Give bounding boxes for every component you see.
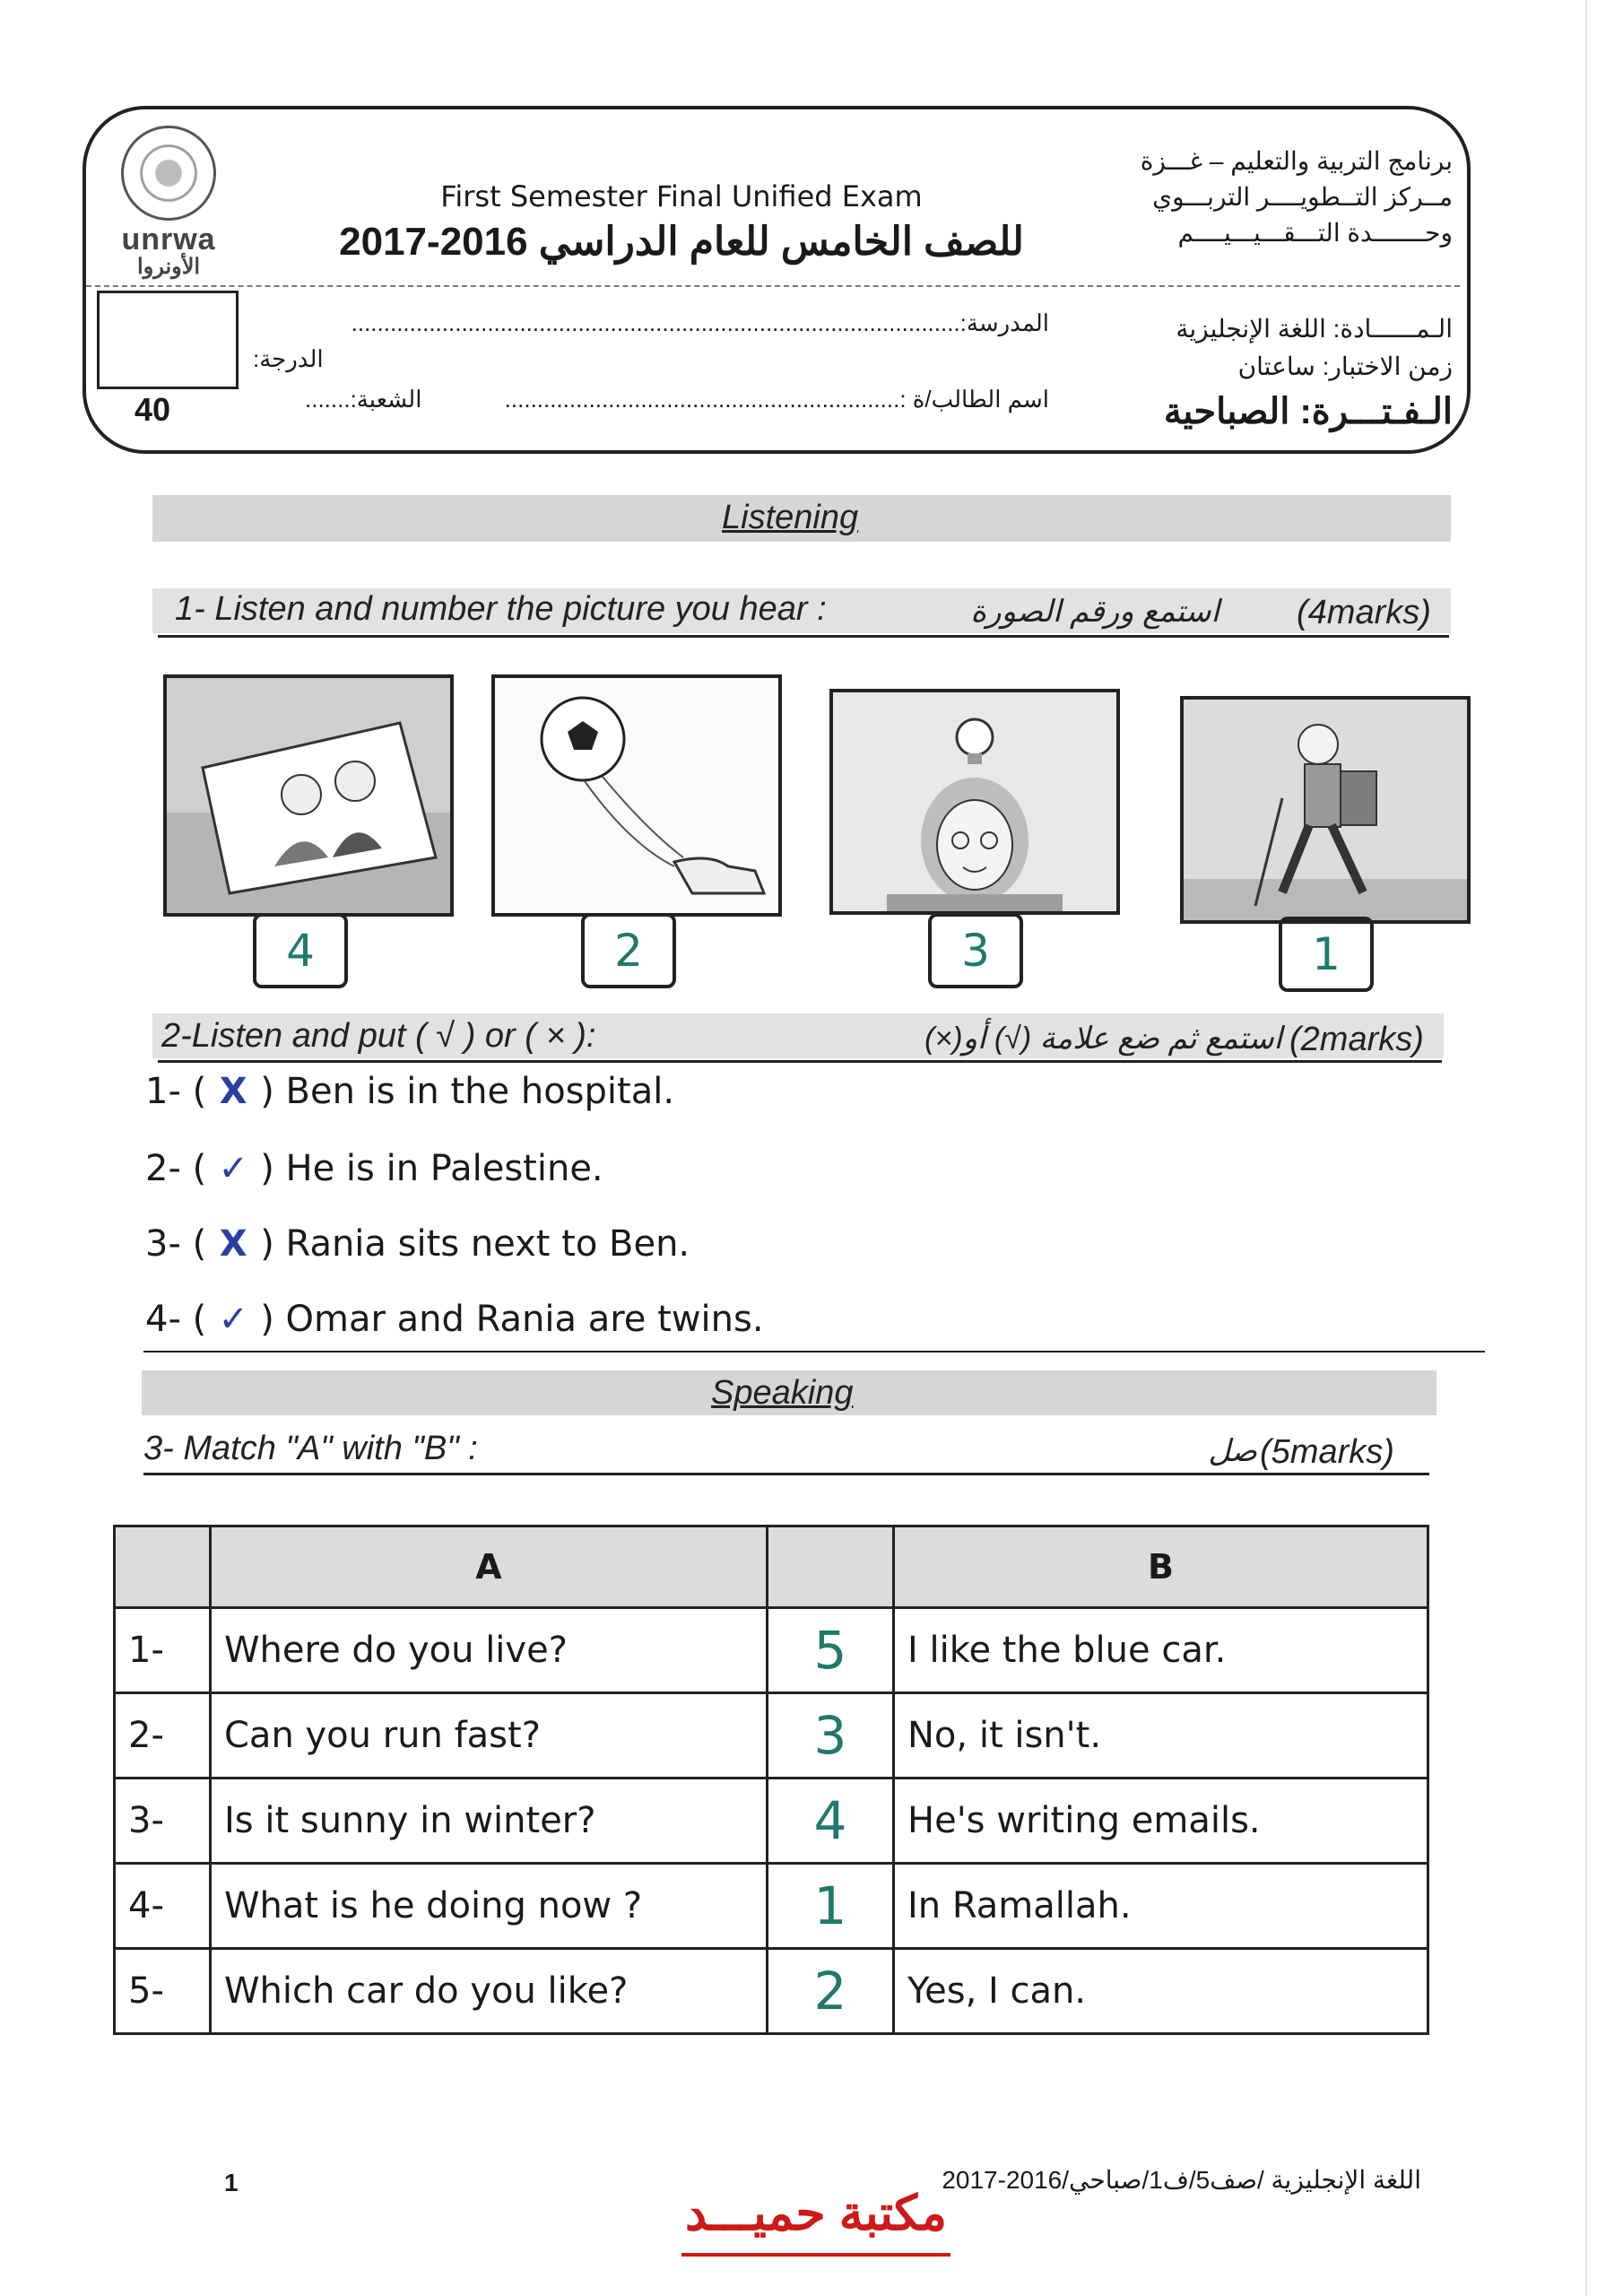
match-answer[interactable]: 1 [768, 1864, 894, 1949]
row-number: 3- [115, 1779, 211, 1864]
match-row-4 [115, 1864, 1428, 1949]
q2-title-ar: استمع ثم ضع علامة (√) أو(×) [924, 1022, 1282, 1056]
row-number: 2- [115, 1693, 211, 1779]
library-watermark: مكتبة حميـــد [685, 2187, 947, 2240]
org-line-1: برنامج التربية والتعليم – غـــزة [1140, 147, 1453, 175]
answer-b: I like the blue car. [894, 1608, 1428, 1693]
tf-item-text: ) Omar and Rania are twins. [260, 1299, 764, 1340]
question-a: Can you run fast? [211, 1693, 768, 1779]
q2-marks: (2marks) [1289, 1021, 1424, 1058]
tf-item-text: ) Ben is in the hospital. [260, 1071, 675, 1112]
tf-answer-mark[interactable]: X [219, 1071, 247, 1112]
organization-block [1076, 144, 1453, 251]
answer-b: In Ramallah. [894, 1864, 1428, 1949]
row-number: 4- [115, 1864, 211, 1949]
section-field[interactable]: الشعبة:....... [305, 386, 422, 413]
kicked-ball-icon [495, 678, 778, 913]
org-line-3: وحـــــــدة التـــقـــيـــيــــم [1177, 219, 1453, 247]
q1-underline [158, 635, 1449, 638]
answer-b: Yes, I can. [894, 1949, 1428, 2034]
q3-underline [143, 1473, 1429, 1475]
row-number: 5- [115, 1949, 211, 2034]
tf-answer-mark[interactable]: ✓ [218, 1148, 248, 1189]
footer-code: اللغة الإنجليزية /صف5/ف1/صباحي/2016-2017 [942, 2166, 1421, 2194]
q1-marks: (4marks) [1297, 594, 1431, 631]
duration-info: زمن الاختبار: ساعتان [1237, 352, 1453, 380]
exam-year: للصف الخامس للعام الدراسي 2016-2017 [339, 220, 1024, 264]
q3-title: 3- Match "A" with "B" : [143, 1430, 478, 1467]
tf-item-number: 2- ( [145, 1148, 207, 1189]
tf-item-number: 4- ( [145, 1299, 207, 1340]
match-answer[interactable]: 2 [768, 1949, 894, 2034]
school-field[interactable]: المدرسة:.............................................................................................. [351, 309, 1049, 336]
tf-item-2 [145, 1148, 603, 1189]
row-number: 1- [115, 1608, 211, 1693]
picture-hiking-girl [1180, 696, 1471, 924]
grade-box[interactable] [97, 291, 239, 389]
q3-marks: (5marks) [1260, 1433, 1394, 1471]
tf-answer-mark[interactable]: X [219, 1223, 247, 1265]
q1-title: 1- Listen and number the picture you hear : [175, 590, 827, 628]
grade-label: الدرجة: [253, 345, 324, 372]
picture-3-answer[interactable]: 3 [928, 913, 1023, 988]
picture-family-photo [163, 674, 454, 917]
picture-4-answer[interactable]: 1 [1279, 917, 1374, 992]
q2-title: 2-Listen and put ( √ ) or ( × ): [161, 1017, 596, 1055]
header-a: A [211, 1526, 768, 1608]
match-row-2 [115, 1693, 1428, 1779]
hiking-girl-icon [1184, 700, 1467, 920]
q2-underline [158, 1060, 1442, 1063]
exam-title: First Semester Final Unified Exam [440, 179, 923, 213]
match-answer[interactable]: 5 [768, 1608, 894, 1693]
logo-text: unrwa [121, 222, 216, 257]
question-a: Is it sunny in winter? [211, 1779, 768, 1864]
subject-info: الـمــــــادة: اللغة الإنجليزية [1176, 315, 1453, 343]
picture-kicked-ball [491, 674, 782, 917]
q1-title-ar: استمع ورقم الصورة [970, 595, 1219, 629]
answer-b: He's writing emails. [894, 1779, 1428, 1864]
page-number: 1 [224, 2169, 239, 2196]
question-a: Where do you live? [211, 1608, 768, 1693]
header-answer-cell [768, 1526, 894, 1608]
tf-item-number: 1- ( [145, 1071, 207, 1112]
tf-item-1 [145, 1071, 674, 1112]
match-row-1 [115, 1608, 1428, 1693]
logo-text-ar: الأونروا [136, 255, 201, 279]
org-line-2: مــركز التــطويــــر التربـــوي [1152, 183, 1453, 211]
header-divider [86, 285, 1460, 287]
student-name-field[interactable]: اسم الطالب/ة :............................................................. [504, 386, 1049, 413]
tf-item-number: 3- ( [145, 1223, 207, 1265]
period-info: الـفـتـــرة: الصباحية [1163, 392, 1453, 431]
question-a: Which car do you like? [211, 1949, 768, 2034]
girl-idea-icon [833, 692, 1116, 911]
tf-answer-mark[interactable]: ✓ [218, 1299, 248, 1340]
picture-2-answer[interactable]: 2 [581, 913, 676, 988]
q3-title-ar: صل [1208, 1434, 1257, 1468]
library-underline [681, 2253, 950, 2257]
match-table [113, 1525, 1429, 2035]
listening-end-rule [143, 1351, 1485, 1352]
question-a: What is he doing now ? [211, 1864, 768, 1949]
tf-item-text: ) Rania sits next to Ben. [260, 1223, 690, 1265]
match-answer[interactable]: 4 [768, 1779, 894, 1864]
tf-item-text: ) He is in Palestine. [260, 1148, 603, 1189]
tf-item-3 [145, 1223, 690, 1265]
match-row-3 [115, 1779, 1428, 1864]
match-header-row [115, 1526, 1428, 1608]
answer-b: No, it isn't. [894, 1693, 1428, 1779]
grade-total: 40 [135, 391, 171, 428]
unrwa-logo [106, 126, 231, 278]
picture-1-answer[interactable]: 4 [253, 913, 348, 988]
match-row-5 [115, 1949, 1428, 2034]
header-b: B [894, 1526, 1428, 1608]
picture-girl-idea [829, 689, 1120, 915]
listening-title: Listening [722, 499, 859, 536]
header-num-cell [115, 1526, 211, 1608]
tf-item-4 [145, 1299, 764, 1340]
speaking-title: Speaking [711, 1374, 854, 1412]
un-emblem-icon [121, 126, 216, 221]
page-edge [1585, 0, 1587, 2296]
match-answer[interactable]: 3 [768, 1693, 894, 1779]
family-photo-icon [167, 678, 450, 913]
